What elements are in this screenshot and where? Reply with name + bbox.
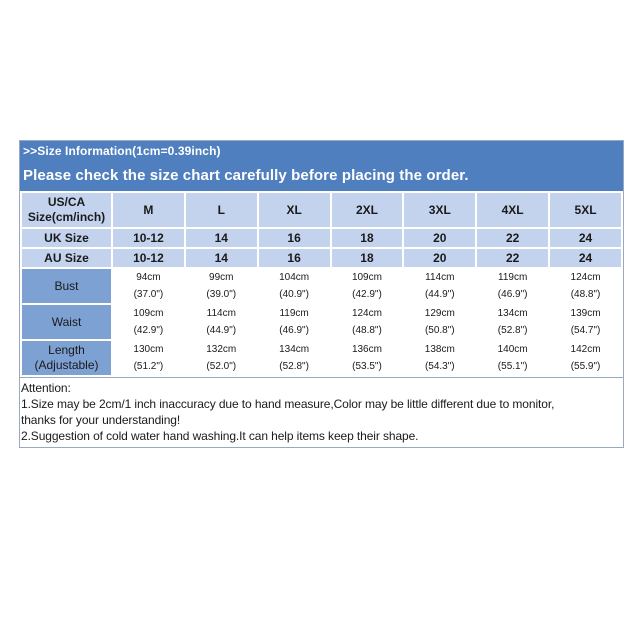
waist-cm-value: 134cm [497, 308, 528, 319]
length-cm-value: 140cm [497, 344, 528, 355]
length-value-cell [550, 341, 621, 375]
length-cm-value: 134cm [279, 344, 310, 355]
bust-value-cell [404, 269, 475, 303]
waist-label: Waist [22, 305, 111, 339]
bust-cm-value: 109cm [351, 272, 382, 283]
au-size-cell: 20 [404, 249, 475, 267]
bust-inch-value: (46.9") [497, 289, 528, 300]
waist-inch-value: (52.8") [497, 325, 528, 336]
waist-inch-value: (54.7") [570, 325, 601, 336]
waist-cm-value: 139cm [570, 308, 601, 319]
waist-value-cell [477, 305, 548, 339]
length-value-cell [477, 341, 548, 375]
bust-cm-value: 124cm [570, 272, 601, 283]
bust-cm-value: 99cm [209, 272, 234, 283]
attention-notes [20, 377, 623, 447]
length-inch-value: (52.0") [206, 361, 237, 372]
length-value-cell [332, 341, 403, 375]
bust-inch-value: (37.0") [133, 289, 164, 300]
uk-size-row [22, 229, 621, 247]
bust-value-cell [550, 269, 621, 303]
waist-cm-value: 114cm [206, 308, 236, 319]
length-inch-value: (55.9") [570, 361, 601, 372]
bust-cm-value: 119cm [498, 272, 528, 283]
length-inch-value: (51.2") [133, 361, 164, 372]
bust-cm-value: 114cm [425, 272, 455, 283]
size-header-cell: M [113, 193, 184, 227]
waist-row [22, 305, 621, 339]
bust-value-cell [113, 269, 184, 303]
length-inch-value: (52.8") [279, 361, 309, 372]
waist-value-cell [404, 305, 475, 339]
au-size-cell: 14 [186, 249, 257, 267]
waist-inch-value: (42.9") [133, 325, 164, 336]
au-size-cell: 24 [550, 249, 621, 267]
attention-title: Attention: [21, 381, 71, 395]
waist-inch-value: (46.9") [279, 325, 309, 336]
length-label [22, 341, 111, 375]
length-inch-value: (53.5") [352, 361, 382, 372]
au-size-cell: 16 [259, 249, 330, 267]
length-label-line2: (Adjustable) [34, 358, 99, 372]
bust-inch-value: (40.9") [279, 289, 309, 300]
waist-inch-value: (48.8") [352, 325, 382, 336]
au-size-row [22, 249, 621, 267]
waist-value-cell [113, 305, 184, 339]
length-value-cell [186, 341, 257, 375]
length-inch-value: (54.3") [424, 361, 455, 372]
waist-value-cell [186, 305, 257, 339]
attention-line-1: 1.Size may be 2cm/1 inch inaccuracy due to hand measure,Color may be little different due to monitor, [21, 397, 555, 411]
uk-size-cell: 14 [186, 229, 257, 247]
length-value-cell [259, 341, 330, 375]
size-header-row [22, 193, 621, 227]
attention-line-2: thanks for your understanding! [21, 413, 181, 427]
uk-size-label: UK Size [22, 229, 111, 247]
waist-cm-value: 129cm [424, 308, 455, 319]
au-size-label: AU Size [22, 249, 111, 267]
au-size-cell: 22 [477, 249, 548, 267]
uk-size-cell: 24 [550, 229, 621, 247]
size-table [20, 191, 623, 377]
bust-inch-value: (44.9") [424, 289, 455, 300]
bust-value-cell [186, 269, 257, 303]
length-cm-value: 132cm [206, 344, 237, 355]
au-size-cell: 18 [332, 249, 403, 267]
bust-value-cell [332, 269, 403, 303]
size-header-cell: 3XL [404, 193, 475, 227]
waist-value-cell [550, 305, 621, 339]
waist-inch-value: (50.8") [424, 325, 455, 336]
corner-header-line2: Size(cm/inch) [27, 210, 106, 224]
size-header-cell: XL [259, 193, 330, 227]
bust-inch-value: (42.9") [352, 289, 382, 300]
header-banner [20, 141, 623, 191]
bust-row [22, 269, 621, 303]
bust-value-cell [477, 269, 548, 303]
waist-cm-value: 124cm [351, 308, 382, 319]
bust-cm-value: 94cm [136, 272, 161, 283]
length-inch-value: (55.1") [497, 361, 528, 372]
au-size-cell: 10-12 [113, 249, 184, 267]
length-value-cell [404, 341, 475, 375]
uk-size-cell: 20 [404, 229, 475, 247]
bust-label: Bust [22, 269, 111, 303]
corner-header-line1: US/CA [47, 195, 86, 209]
size-header-cell: 5XL [550, 193, 621, 227]
bust-inch-value: (48.8") [570, 289, 601, 300]
uk-size-cell: 18 [332, 229, 403, 247]
length-cm-value: 136cm [351, 344, 382, 355]
uk-size-cell: 10-12 [113, 229, 184, 247]
length-cm-value: 130cm [133, 344, 164, 355]
length-cm-value: 142cm [570, 344, 601, 355]
waist-value-cell [259, 305, 330, 339]
bust-cm-value: 104cm [279, 272, 310, 283]
uk-size-cell: 16 [259, 229, 330, 247]
size-header-cell: 2XL [332, 193, 403, 227]
waist-inch-value: (44.9") [206, 325, 237, 336]
uk-size-cell: 22 [477, 229, 548, 247]
bust-inch-value: (39.0") [206, 289, 237, 300]
length-value-cell [113, 341, 184, 375]
size-info-text: >>Size Information(1cm=0.39inch) [23, 144, 221, 158]
length-cm-value: 138cm [424, 344, 455, 355]
waist-cm-value: 119cm [279, 308, 309, 319]
size-chart [19, 140, 624, 448]
size-header-cell: L [186, 193, 257, 227]
bust-value-cell [259, 269, 330, 303]
waist-cm-value: 109cm [133, 308, 164, 319]
waist-value-cell [332, 305, 403, 339]
length-row [22, 341, 621, 375]
attention-line-3: 2.Suggestion of cold water hand washing.It can help items keep their shape. [21, 429, 419, 443]
size-notice-text: Please check the size chart carefully before placing the order. [23, 167, 469, 184]
length-label-line1: Length [48, 343, 85, 357]
corner-header-cell [22, 193, 111, 227]
size-header-cell: 4XL [477, 193, 548, 227]
